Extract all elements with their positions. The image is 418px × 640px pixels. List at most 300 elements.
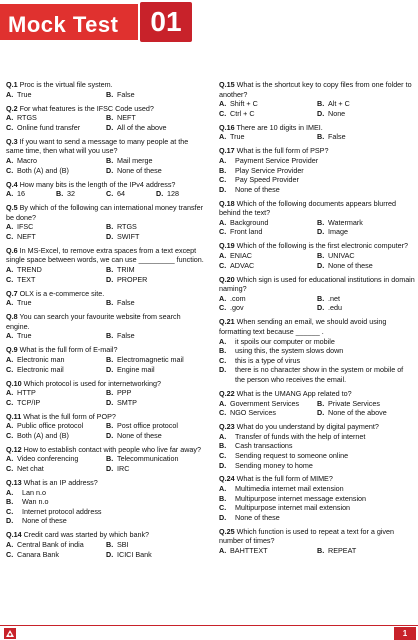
- answer-option: [106, 298, 206, 308]
- options-list: [6, 388, 206, 407]
- question-block: [6, 289, 206, 308]
- option-letter: B.: [106, 454, 114, 464]
- answer-option: [106, 90, 206, 100]
- question-prompt: What do you understand by digital payment?: [236, 422, 379, 432]
- option-letter: D.: [317, 108, 325, 118]
- answer-option: [219, 294, 317, 304]
- option-text: Shift + C: [230, 99, 258, 109]
- option-letter: A.: [6, 113, 14, 123]
- option-letter: A.: [6, 298, 14, 308]
- answer-option: [6, 222, 106, 232]
- answer-option: [219, 546, 317, 556]
- question-prompt: What is the full form of PSP?: [236, 146, 329, 156]
- option-letter: A.: [6, 89, 14, 99]
- answer-option: [6, 123, 106, 133]
- option-letter: B.: [219, 441, 227, 451]
- options-list: [6, 331, 206, 341]
- question-prompt: You can search your favourite website from search engine.: [6, 312, 181, 331]
- option-text: this is a type of virus: [235, 355, 301, 365]
- options-list: [6, 90, 206, 100]
- option-letter: B.: [317, 251, 325, 261]
- option-letter: D.: [317, 227, 325, 237]
- answer-option: [219, 303, 317, 313]
- option-text: Both (A) and (B): [17, 165, 69, 175]
- answer-option: [6, 540, 106, 550]
- options-list: [219, 99, 415, 118]
- answer-option: [106, 388, 206, 398]
- option-letter: A.: [6, 189, 14, 199]
- option-letter: D.: [106, 165, 114, 175]
- option-letter: D.: [106, 464, 114, 474]
- option-letter: D.: [317, 260, 325, 270]
- option-text: SBI: [117, 540, 129, 550]
- answer-option: [219, 484, 415, 494]
- option-letter: B.: [317, 132, 325, 142]
- question-block: [219, 422, 415, 470]
- question-text: [6, 379, 206, 389]
- option-letter: C.: [6, 464, 14, 474]
- option-text: False: [328, 132, 346, 142]
- option-text: Multipurpose internet message extension: [235, 493, 367, 503]
- option-letter: A.: [6, 421, 14, 431]
- answer-option: [219, 441, 415, 451]
- question-block: [219, 317, 415, 384]
- answer-option: [317, 399, 415, 409]
- answer-option: [56, 189, 106, 199]
- answer-option: [219, 227, 317, 237]
- option-letter: C.: [6, 231, 14, 241]
- answer-option: [6, 156, 106, 166]
- answer-option: [219, 432, 415, 442]
- options-list: [6, 265, 206, 284]
- answer-option: [219, 513, 415, 523]
- options-list: [6, 488, 206, 526]
- option-letter: C.: [6, 397, 14, 407]
- question-block: [6, 530, 206, 559]
- option-text: Private Services: [328, 398, 380, 408]
- option-letter: A.: [6, 388, 14, 398]
- option-text: using this, the system slows down: [235, 346, 344, 356]
- option-text: None of these: [22, 516, 67, 526]
- option-letter: D.: [106, 122, 114, 132]
- question-number: Q.21: [219, 317, 235, 327]
- question-number: Q.22: [219, 388, 235, 398]
- question-number: Q.20: [219, 274, 235, 284]
- options-list: [6, 355, 206, 374]
- option-letter: D.: [106, 397, 114, 407]
- option-text: Net chat: [17, 464, 44, 474]
- answer-option: [6, 516, 206, 526]
- options-list: [6, 156, 206, 175]
- answer-option: [106, 113, 206, 123]
- option-letter: C.: [219, 303, 227, 313]
- answer-option: [6, 189, 56, 199]
- option-letter: D.: [317, 408, 325, 418]
- option-text: ENIAC: [230, 251, 252, 261]
- option-letter: D.: [219, 460, 227, 470]
- question-text: [219, 317, 415, 336]
- answer-option: [6, 488, 206, 498]
- option-letter: A.: [6, 222, 14, 232]
- answer-option: [219, 451, 415, 461]
- option-letter: B.: [106, 222, 114, 232]
- option-letter: C.: [219, 227, 227, 237]
- answer-option: [106, 232, 206, 242]
- answer-option: [317, 132, 415, 142]
- question-text: [6, 203, 206, 222]
- option-text: HTTP: [17, 388, 36, 398]
- answer-option: [219, 365, 415, 384]
- option-text: TEXT: [17, 274, 36, 284]
- options-list: [6, 189, 206, 199]
- option-text: Cash transactions: [235, 441, 293, 451]
- option-letter: B.: [106, 354, 114, 364]
- option-letter: C.: [219, 260, 227, 270]
- question-number: Q.17: [219, 146, 235, 156]
- option-letter: A.: [219, 546, 227, 556]
- answer-option: [219, 494, 415, 504]
- option-text: False: [117, 298, 135, 308]
- option-letter: C.: [6, 364, 14, 374]
- option-letter: D.: [317, 303, 325, 313]
- question-text: [6, 289, 206, 299]
- option-letter: D.: [219, 184, 227, 194]
- publisher-logo-icon: [4, 628, 16, 639]
- question-prompt: By which of the following can international money transfer be done?: [6, 203, 203, 222]
- option-text: Electromagnetic mail: [117, 354, 184, 364]
- answer-option: [219, 99, 317, 109]
- test-number-badge: [138, 0, 194, 44]
- options-list: [219, 546, 415, 556]
- option-letter: D.: [219, 365, 227, 375]
- question-block: [219, 199, 415, 237]
- option-text: Lan n.o: [22, 487, 46, 497]
- option-letter: D.: [106, 549, 114, 559]
- question-text: [6, 530, 206, 540]
- question-block: [6, 412, 206, 441]
- option-letter: D.: [106, 364, 114, 374]
- question-number: Q.1: [6, 80, 18, 89]
- option-text: BAHTTEXT: [230, 546, 268, 556]
- question-text: [6, 246, 206, 265]
- option-letter: B.: [106, 421, 114, 431]
- question-prompt: What is the UMANG App related to?: [236, 388, 352, 398]
- answer-option: [106, 398, 206, 408]
- answer-option: [219, 166, 415, 176]
- option-text: Payment Service Provider: [235, 155, 319, 165]
- option-letter: B.: [317, 546, 325, 556]
- answer-option: [317, 546, 415, 556]
- option-letter: A.: [6, 354, 14, 364]
- answer-option: [317, 227, 415, 237]
- options-list: [6, 222, 206, 241]
- question-text: [219, 146, 415, 156]
- option-letter: A.: [219, 99, 227, 109]
- options-list: [219, 484, 415, 522]
- question-text: [219, 275, 415, 294]
- option-letter: A.: [219, 398, 227, 408]
- answer-option: [6, 507, 206, 517]
- option-letter: A.: [219, 155, 227, 165]
- option-text: Wan n.o: [22, 497, 49, 507]
- option-text: TRIM: [117, 265, 135, 275]
- question-prompt: Which of the following is the first electronic computer?: [236, 241, 408, 251]
- question-prompt: In MS-Excel, to remove extra spaces from a text except single space between words, we can use _________ function.: [6, 245, 204, 265]
- question-block: [219, 389, 415, 418]
- option-text: SMTP: [117, 397, 137, 407]
- answer-option: [219, 461, 415, 471]
- question-number: Q.23: [219, 422, 235, 432]
- option-text: Engine mail: [117, 364, 155, 374]
- answer-option: [106, 464, 206, 474]
- option-letter: B.: [106, 113, 114, 123]
- question-block: [219, 146, 415, 194]
- question-number: Q.4: [6, 179, 18, 189]
- option-text: .gov: [230, 303, 244, 313]
- option-text: None: [328, 108, 346, 118]
- question-block: [6, 203, 206, 241]
- answer-option: [219, 337, 415, 347]
- answer-option: [6, 275, 106, 285]
- answer-option: [6, 388, 106, 398]
- question-block: [6, 345, 206, 374]
- option-text: IRC: [117, 464, 130, 474]
- question-text: [6, 80, 206, 90]
- option-text: Multimedia internet mail extension: [235, 484, 344, 494]
- option-text: ADVAC: [230, 260, 255, 270]
- question-prompt: OLX is a e-commerce site.: [19, 288, 105, 298]
- option-letter: B.: [317, 293, 325, 303]
- question-number: Q.24: [219, 474, 235, 484]
- option-text: True: [17, 89, 32, 99]
- option-letter: B.: [106, 298, 114, 308]
- question-text: [219, 80, 415, 99]
- options-list: [219, 132, 415, 142]
- option-letter: B.: [106, 89, 114, 99]
- question-prompt: For what features is the IFSC Code used?: [19, 103, 154, 113]
- option-text: None of these: [117, 430, 162, 440]
- option-text: None of these: [235, 184, 280, 194]
- question-prompt: Which of the following documents appears blurred behind the text?: [219, 198, 397, 218]
- option-text: Electronic mail: [17, 364, 64, 374]
- question-text: [6, 412, 206, 422]
- option-text: True: [230, 132, 245, 142]
- option-letter: A.: [219, 132, 227, 142]
- option-letter: C.: [6, 122, 14, 132]
- option-text: Ctrl + C: [230, 108, 255, 118]
- question-text: [6, 445, 206, 455]
- left-question-column: [6, 80, 206, 564]
- option-text: True: [17, 298, 32, 308]
- options-list: [219, 399, 415, 418]
- question-number: Q.14: [6, 530, 22, 540]
- answer-option: [6, 331, 106, 341]
- option-text: Government Services: [230, 398, 300, 408]
- question-number: Q.19: [219, 241, 235, 251]
- page-footer: [0, 622, 418, 640]
- option-letter: C.: [219, 450, 227, 460]
- option-text: Internet protocol address: [22, 506, 102, 516]
- answer-option: [106, 540, 206, 550]
- question-block: [6, 137, 206, 175]
- option-text: TREND: [17, 265, 42, 275]
- answer-option: [6, 365, 106, 375]
- answer-option: [219, 399, 317, 409]
- options-list: [6, 540, 206, 559]
- question-block: [6, 445, 206, 474]
- option-letter: C.: [106, 189, 114, 199]
- option-letter: B.: [219, 493, 227, 503]
- answer-option: [6, 232, 106, 242]
- answer-option: [6, 398, 106, 408]
- option-text: NEFT: [17, 231, 36, 241]
- question-block: [219, 241, 415, 270]
- option-letter: B.: [106, 540, 114, 550]
- question-number: Q.3: [6, 136, 18, 146]
- option-letter: D.: [106, 274, 114, 284]
- option-text: Electronic man: [17, 354, 65, 364]
- option-text: Telecommunication: [117, 454, 179, 464]
- option-letter: A.: [219, 336, 227, 346]
- question-block: [219, 474, 415, 522]
- option-text: Central Bank of india: [17, 540, 84, 550]
- answer-option: [6, 166, 106, 176]
- option-letter: C.: [219, 503, 227, 513]
- answer-option: [106, 550, 206, 560]
- question-block: [6, 246, 206, 284]
- question-block: [219, 80, 415, 118]
- option-text: IFSC: [17, 222, 34, 232]
- question-text: [219, 389, 415, 399]
- question-text: [219, 527, 415, 546]
- answer-option: [219, 218, 317, 228]
- question-block: [6, 478, 206, 526]
- option-letter: B.: [317, 99, 325, 109]
- option-text: Transfer of funds with the help of internet: [235, 431, 366, 441]
- answer-option: [106, 355, 206, 365]
- option-text: Image: [328, 227, 348, 237]
- answer-option: [6, 497, 206, 507]
- answer-option: [317, 261, 415, 271]
- page-header: [0, 0, 418, 48]
- answer-option: [6, 355, 106, 365]
- options-list: [219, 218, 415, 237]
- footer-divider: [0, 625, 418, 626]
- option-letter: C.: [219, 175, 227, 185]
- option-text: 32: [67, 189, 75, 199]
- answer-option: [317, 408, 415, 418]
- question-block: [6, 379, 206, 408]
- question-number: Q.15: [219, 80, 235, 89]
- option-letter: A.: [6, 540, 14, 550]
- answer-option: [219, 132, 317, 142]
- option-text: Play Service Provider: [235, 165, 304, 175]
- answer-option: [317, 218, 415, 228]
- question-text: [6, 180, 206, 190]
- question-prompt: Which sign is used for educational institutions in domain naming?: [219, 274, 415, 294]
- option-letter: D.: [106, 430, 114, 440]
- question-text: [219, 422, 415, 432]
- option-text: Online fund transfer: [17, 122, 81, 132]
- question-text: [6, 312, 206, 331]
- option-text: it spoils our computer or mobile: [235, 336, 335, 346]
- answer-option: [317, 109, 415, 119]
- answer-option: [106, 156, 206, 166]
- option-letter: A.: [6, 487, 14, 497]
- question-number: Q.13: [6, 478, 22, 488]
- option-letter: A.: [219, 217, 227, 227]
- option-text: Macro: [17, 155, 37, 165]
- option-letter: D.: [106, 231, 114, 241]
- question-block: [219, 123, 415, 142]
- question-number: Q.9: [6, 345, 18, 355]
- answer-option: [6, 431, 106, 441]
- option-letter: C.: [6, 549, 14, 559]
- option-text: Public office protocol: [17, 421, 84, 431]
- option-text: .com: [230, 293, 246, 303]
- question-prompt: What is the full form of MIME?: [236, 474, 333, 484]
- option-text: ICICI Bank: [117, 549, 152, 559]
- option-letter: D.: [219, 512, 227, 522]
- answer-option: [106, 123, 206, 133]
- option-text: Both (A) and (B): [17, 430, 69, 440]
- option-letter: C.: [6, 430, 14, 440]
- answer-option: [219, 408, 317, 418]
- answer-option: [6, 550, 106, 560]
- answer-option: [317, 303, 415, 313]
- answer-option: [106, 331, 206, 341]
- answer-option: [6, 421, 106, 431]
- answer-option: [6, 113, 106, 123]
- option-text: False: [117, 89, 135, 99]
- option-letter: A.: [6, 265, 14, 275]
- option-text: Mail merge: [117, 155, 153, 165]
- option-letter: B.: [106, 265, 114, 275]
- option-text: Multipurpose internet mail extension: [235, 503, 351, 513]
- question-number: Q.8: [6, 312, 18, 322]
- option-text: Post office protocol: [117, 421, 178, 431]
- question-text: [6, 345, 206, 355]
- question-prompt: How many bits is the length of the IPv4 address?: [19, 179, 176, 189]
- question-number: Q.7: [6, 288, 18, 298]
- option-letter: C.: [219, 408, 227, 418]
- option-letter: A.: [219, 251, 227, 261]
- option-text: 16: [17, 189, 25, 199]
- option-letter: B.: [106, 388, 114, 398]
- option-letter: D.: [156, 189, 164, 199]
- question-text: [219, 241, 415, 251]
- question-number: Q.6: [6, 245, 18, 255]
- option-letter: B.: [106, 331, 114, 341]
- options-list: [219, 432, 415, 470]
- option-text: REPEAT: [328, 546, 357, 556]
- option-letter: A.: [219, 293, 227, 303]
- option-text: PPP: [117, 388, 132, 398]
- options-list: [6, 113, 206, 132]
- options-list: [219, 251, 415, 270]
- right-question-column: [219, 80, 415, 560]
- option-letter: B.: [219, 346, 227, 356]
- answer-option: [156, 189, 206, 199]
- answer-option: [106, 265, 206, 275]
- options-list: [219, 337, 415, 385]
- answer-option: [317, 99, 415, 109]
- question-block: [6, 104, 206, 133]
- answer-option: [6, 265, 106, 275]
- question-text: [6, 478, 206, 488]
- option-text: Sending money to home: [235, 460, 313, 470]
- page-number: 1: [394, 627, 416, 640]
